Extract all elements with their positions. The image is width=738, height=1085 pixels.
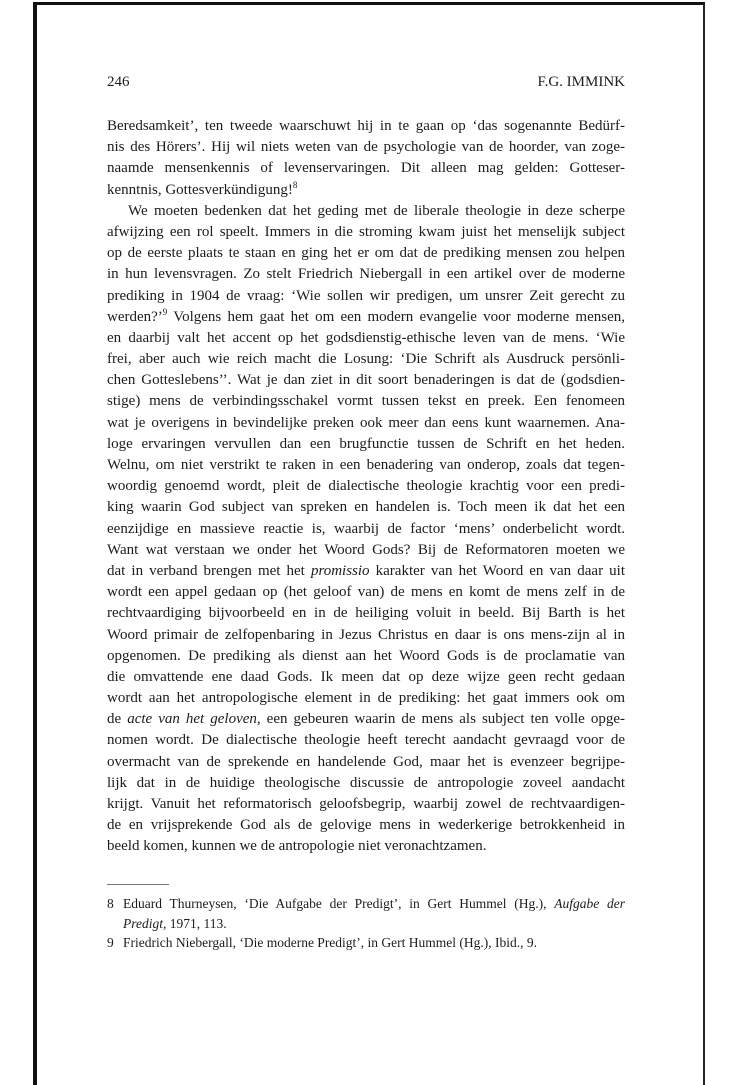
- text-segment: stige) mens de verbindingsschakel vormt tussen tekst en preek. Een fenomeen: [107, 393, 625, 410]
- text-line: [107, 667, 625, 688]
- text-segment: Friedrich Niebergall, ‘Die moderne Predigt’, in Gert Hummel (Hg.), Ibid., 9.: [123, 935, 538, 950]
- footnote-reference: 9: [162, 306, 168, 317]
- footnote-number: 8: [107, 896, 114, 911]
- footnote-number: 9: [107, 935, 114, 950]
- text-line: [123, 894, 625, 914]
- italic-text: acte van het geloven: [127, 711, 257, 728]
- text-segment: lijk dat in de huidige theologische discussie de antropologie zoveel aandacht: [107, 774, 625, 791]
- text-line: [107, 434, 625, 455]
- footnote: [107, 933, 625, 953]
- text-segment: Want wat verstaan we onder het Woord Gods? Bij de Reformatoren moeten we: [107, 541, 625, 558]
- text-line: [107, 646, 625, 667]
- text-line: [107, 264, 625, 285]
- text-line: [107, 243, 625, 264]
- text-segment: in hun levensvragen. Zo stelt Friedrich Niebergall in een artikel over de moderne: [107, 266, 625, 283]
- text-segment: nis des Hörers’. Hij wil niets weten van de psychologie van de hoorder, van zoge-: [107, 139, 625, 156]
- italic-text: Predigt,: [123, 915, 167, 931]
- text-segment: We moeten bedenken dat het geding met de liberale theologie in deze scherpe: [128, 202, 625, 219]
- text-segment: frei, aber auch wie reich macht die Losung: ‘Die Schrift als Ausdruck persönli-: [107, 351, 625, 368]
- footnotes: [107, 894, 625, 953]
- text-segment: kenntnis, Gottesverkündigung!: [107, 181, 293, 198]
- text-segment: , een gebeuren waarin de mens als subject ten volle opge-: [256, 711, 625, 728]
- text-line: [107, 158, 625, 179]
- text-line: [123, 933, 625, 953]
- text-line: [107, 519, 625, 540]
- page-number: 246: [107, 74, 130, 90]
- text-line: [107, 540, 625, 561]
- text-segment: beeld komen, kunnen we de antropologie niet veronachtzamen.: [107, 838, 487, 855]
- text-line: [107, 286, 625, 307]
- text-line: [107, 222, 625, 243]
- page-header: [107, 74, 625, 91]
- text-line: [107, 582, 625, 603]
- text-line: [107, 180, 625, 201]
- text-line: [107, 752, 625, 773]
- footnote-reference: 8: [292, 179, 298, 190]
- text-segment: wordt aan het antropologische element in de prediking: het gaat immers ook om: [107, 690, 625, 707]
- footnote-text: [123, 894, 625, 933]
- text-line: [107, 561, 625, 582]
- text-segment: overmacht van de sprekende en handelende God, maar het is evenzeer begrijpe-: [107, 753, 625, 770]
- text-segment: en daarbij valt het accent op het godsdienstig-ethische leven van de mens. ‘Wie: [107, 329, 625, 346]
- footnote: [107, 894, 625, 933]
- text-segment: Beredsamkeit’, ten tweede waarschuwt hij in te gaan op ‘das sogenannte Bedürf-: [107, 118, 625, 134]
- text-line: [107, 625, 625, 646]
- text-line: [107, 349, 625, 370]
- text-line: [107, 794, 625, 815]
- text-segment: Woord primair de zelfopenbaring in Jezus Christus en daar is ons mens-zijn al in: [107, 626, 625, 643]
- text-segment: rechtvaardiging bijvoorbeeld en in de heiliging voluit in beeld. Bij Barth is het: [107, 605, 625, 622]
- running-head: F.G. IMMINK: [537, 74, 625, 90]
- text-segment: opgenomen. De prediking als dienst aan het Woord Gods is de proclamatie van: [107, 647, 625, 664]
- text-line: [107, 413, 625, 434]
- text-line: [107, 476, 625, 497]
- text-segment: Volgens hem gaat het om een modern evangelie voor moderne mensen,: [167, 308, 625, 325]
- text-segment: loge ervaringen vervullen dan een brugfunctie tussen de Schrift en het heden.: [107, 435, 625, 452]
- text-segment: karakter van het Woord en van daar uit: [369, 562, 625, 579]
- text-segment: nomen wordt. De dialectische theologie heeft terecht aandacht gevraagd voor de: [107, 732, 625, 749]
- text-line: [107, 815, 625, 836]
- text-segment: werden?’: [107, 308, 163, 325]
- text-line: [107, 455, 625, 476]
- text-line: [107, 391, 625, 412]
- text-segment: woordig genoemd wordt, pleit de dialectische theologie krachtig voor een predi-: [107, 478, 625, 495]
- text-segment: prediking in 1904 de vraag: ‘Wie sollen wir predigen, um unsrer Zeit gerecht zu: [107, 287, 625, 304]
- text-segment: die omvattende ene daad Gods. Ik meen dat op deze wijze geen recht gedaan: [107, 668, 625, 685]
- text-line: [107, 836, 625, 857]
- text-segment: eenzijdige en massieve reactie is, waarbij de factor ‘mens’ onderbelicht wordt.: [107, 520, 625, 537]
- footnote-text: [123, 933, 625, 953]
- text-segment: wat je overigens in bevindelijke preken ook meer dan eens kunt waarnemen. Ana-: [107, 414, 625, 431]
- text-segment: wordt een appel gedaan op (het geloof van) de mens en komt de mens zelf in de: [107, 584, 625, 601]
- text-line: [107, 370, 625, 391]
- text-line: [107, 603, 625, 624]
- text-segment: naamde mensenkennis of levenservaringen. Dit alleen mag gelden: Gotteser-: [107, 160, 625, 177]
- text-line: [107, 497, 625, 518]
- text-line: [107, 201, 625, 222]
- text-line: [107, 116, 625, 137]
- italic-text: Aufgabe der: [554, 896, 625, 911]
- text-line: [107, 730, 625, 751]
- text-line: [107, 773, 625, 794]
- text-segment: dat in verband brengen met het: [107, 562, 311, 579]
- text-segment: king waarin God subject van spreken en handelen is. Toch meen ik dat het een: [107, 499, 625, 516]
- footnote-divider: [107, 884, 169, 885]
- text-line: [107, 307, 625, 328]
- text-segment: Welnu, om niet verstrikt te raken in een benadering van onderop, zoals dat tegen-: [107, 457, 625, 473]
- text-line: [107, 709, 625, 730]
- text-segment: op de eerste plaats te staan en ging het er om dat de prediking mensen zou helpen: [107, 245, 625, 262]
- text-segment: krijgt. Vanuit het reformatorisch geloofsbegrip, waarbij zowel de rechtvaardigen-: [107, 796, 625, 812]
- text-line: [107, 137, 625, 158]
- body-text: [107, 116, 625, 858]
- text-line: [107, 328, 625, 349]
- text-segment: Eduard Thurneysen, ‘Die Aufgabe der Predigt’, in Gert Hummel (Hg.),: [123, 896, 555, 911]
- text-segment: de en vrijsprekende God als de gelovige mens in wederkerige betrokkenheid in: [107, 817, 625, 834]
- italic-text: promissio: [310, 562, 370, 579]
- text-segment: afwijzing een rol speelt. Immers in die stroming kwam juist het menselijk subject: [107, 223, 625, 240]
- text-line: [123, 914, 625, 934]
- text-segment: 1971, 113.: [166, 915, 227, 931]
- text-segment: chen Gotteslebens’’. Wat je dan ziet in dit soort benaderingen is dat de (godsdien-: [107, 372, 625, 389]
- text-segment: de: [107, 711, 128, 728]
- text-line: [107, 688, 625, 709]
